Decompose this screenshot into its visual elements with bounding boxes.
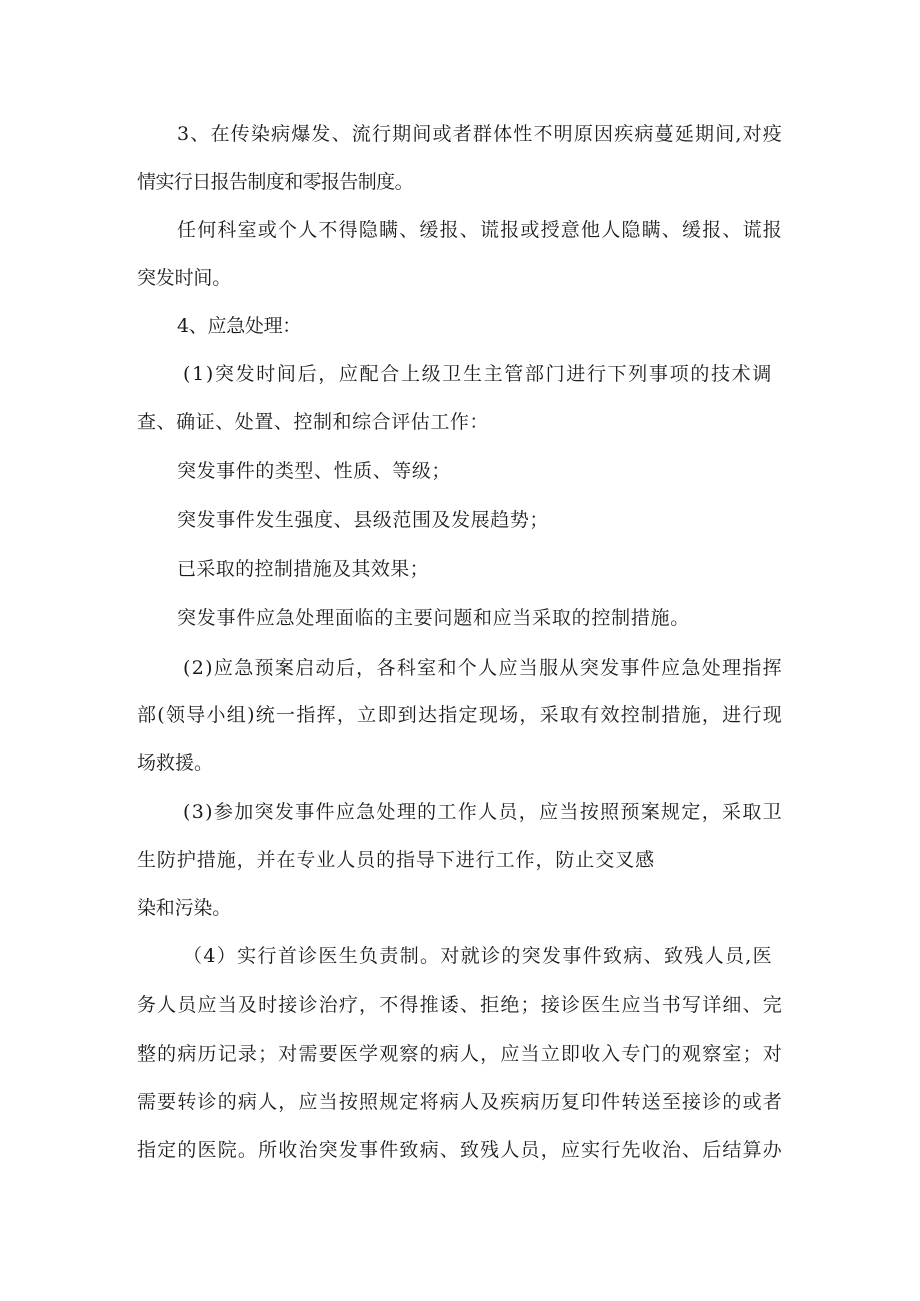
text-line: 已采取的控制措施及其效果； xyxy=(177,558,429,580)
text-line: 生防护措施，并在专业人员的指导下进行工作，防止交叉感 xyxy=(137,849,655,871)
text-line: 务人员应当及时接诊治疗，不得推诿、拒绝；接诊医生应当书写详细、完 xyxy=(137,994,783,1016)
text-line: 4、应急处理： xyxy=(177,315,301,337)
text-line: 突发时间。 xyxy=(137,267,231,289)
text-line: 需要转诊的病人，应当按照规定将病人及疾病历复印件转送至接诊的或者 xyxy=(137,1091,783,1113)
text-line: 指定的医院。所收治突发事件致病、致残人员，应实行先收治、后结算办 xyxy=(137,1139,783,1161)
text-line: 查、确证、处置、控制和综合评估工作： xyxy=(137,411,489,433)
text-line: (3)参加突发事件应急处理的工作人员，应当按照预案规定，采取卫 xyxy=(183,801,783,823)
text-line: 任何科室或个人不得隐瞒、缓报、谎报或授意他人隐瞒、缓报、谎报 xyxy=(177,219,783,241)
text-line: 突发事件的类型、性质、等级； xyxy=(177,460,451,482)
text-line: 整的病历记录；对需要医学观察的病人，应当立即收入专门的观察室；对 xyxy=(137,1043,783,1065)
text-line: 染和污染。 xyxy=(137,897,231,919)
text-line: 突发事件发生强度、县级范围及发展趋势； xyxy=(177,509,549,531)
text-line: 场救援。 xyxy=(137,752,213,774)
text-line: (1)突发时间后，应配合上级卫生主管部门进行下列事项的技术调 xyxy=(183,363,773,385)
text-line: (2)应急预案启动后，各科室和个人应当服从突发事件应急处理指挥 xyxy=(183,657,783,679)
text-line: 情实行日报告制度和零报告制度。 xyxy=(137,171,413,193)
text-line: 突发事件应急处理面临的主要问题和应当采取的控制措施。 xyxy=(177,607,690,629)
text-line: （4）实行首诊医生负责制。对就诊的突发事件致病、致残人员,医 xyxy=(183,945,773,967)
text-line: 部(领导小组)统一指挥，立即到达指定现场，采取有效控制措施，进行现 xyxy=(137,704,783,726)
text-line: 3、在传染病爆发、流行期间或者群体性不明原因疾病蔓延期间,对疫 xyxy=(177,123,783,145)
